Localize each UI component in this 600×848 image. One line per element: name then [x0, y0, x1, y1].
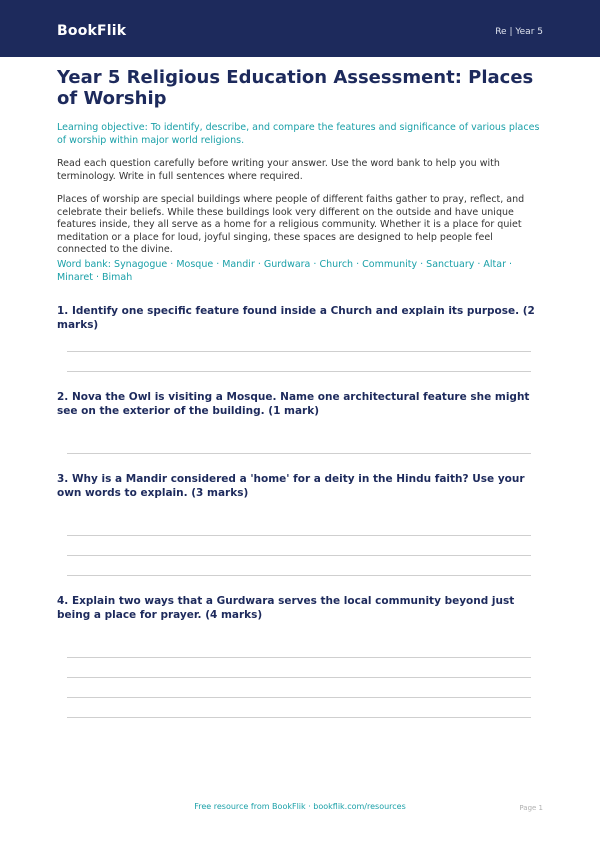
word-bank: Word bank: Synagogue · Mosque · Mandir · Gurdwara · Church · Community · Sanctuary · Altar · Minaret · Bimah: [57, 259, 513, 283]
intro-paragraph: Places of worship are special buildings where people of different faiths gather to pray, reflect, and celebrate their beliefs. While these buildings look very different on the outside and have unique features inside, they all serve as a home for a religious community. Whether it is a place for quiet meditation or a place for loud, joyful singing, these spaces are designed to help people feel connected to the divine.: [57, 194, 525, 255]
answer-line[interactable]: [67, 453, 531, 454]
answer-line[interactable]: [67, 351, 531, 352]
brand-logo[interactable]: BookFlik: [57, 23, 127, 39]
instructions: Read each question carefully before writing your answer. Use the word bank to help you with terminology. Write in full sentences where required.: [57, 158, 500, 182]
question-3: 3. Why is a Mandir considered a 'home' for a deity in the Hindu faith? Use your own words to explain. (3 marks): [57, 473, 525, 499]
question-4: 4. Explain two ways that a Gurdwara serves the local community beyond just being a place for prayer. (4 marks): [57, 595, 515, 621]
answer-line[interactable]: [67, 371, 531, 372]
page-number: Page 1: [519, 804, 543, 812]
question-1: 1. Identify one specific feature found inside a Church and explain its purpose. (2 marks): [57, 305, 535, 331]
answer-line[interactable]: [67, 657, 531, 658]
answer-line[interactable]: [67, 697, 531, 698]
answer-line[interactable]: [67, 717, 531, 718]
answer-line[interactable]: [67, 535, 531, 536]
header-meta: Re | Year 5: [495, 27, 543, 37]
question-2: 2. Nova the Owl is visiting a Mosque. Name one architectural feature she might see on the exterior of the building. (1 mark): [57, 391, 530, 417]
page-title: Year 5 Religious Education Assessment: Places of Worship: [57, 67, 534, 109]
answer-line[interactable]: [67, 555, 531, 556]
answer-line[interactable]: [67, 677, 531, 678]
answer-line[interactable]: [67, 575, 531, 576]
learning-objective: Learning objective: To identify, describe, and compare the features and significance of various places of worship within major world religions.: [57, 122, 540, 146]
footer-link[interactable]: Free resource from BookFlik · bookflik.com/resources: [194, 802, 406, 811]
page-header: [0, 0, 600, 57]
